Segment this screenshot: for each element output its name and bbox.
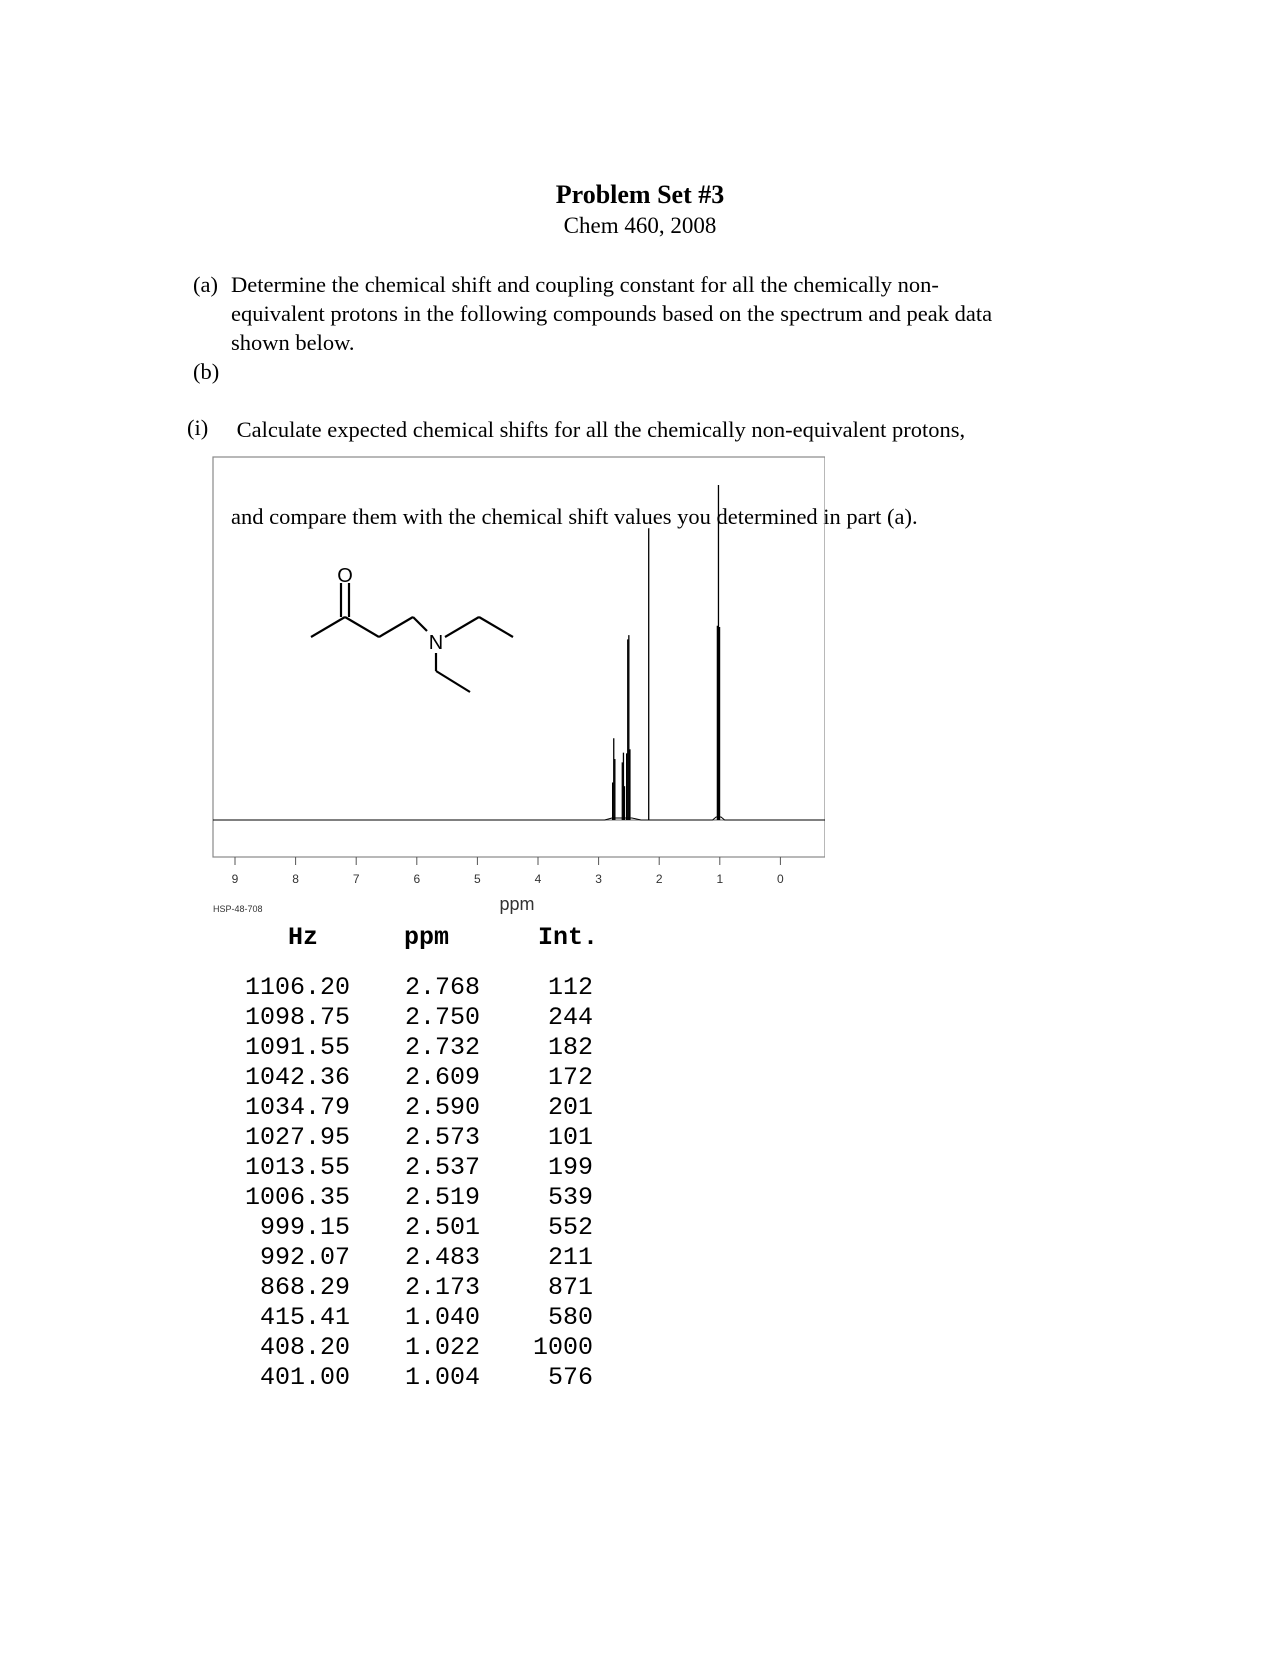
table-cell-ppm: 2.573: [404, 1123, 480, 1152]
question-a-label: (a): [193, 272, 218, 297]
table-column-ppm: [398, 973, 480, 1393]
table-cell-int: 172: [547, 1063, 593, 1092]
spectrum-trace: [213, 817, 825, 820]
table-cell-int: 211: [547, 1243, 593, 1272]
nitrogen-atom: N: [428, 632, 444, 654]
table-cell-int: 1000: [532, 1333, 593, 1362]
table-column-hz: [230, 973, 350, 1393]
table-cell-ppm: 2.609: [404, 1063, 480, 1092]
x-tick-label: 1: [716, 872, 724, 886]
table-cell-ppm: 2.590: [404, 1093, 480, 1122]
table-cell-hz: 1027.95: [244, 1123, 350, 1152]
nmr-spectrum: [205, 455, 825, 925]
question-b-line: and compare them with the chemical shift values you determined in part (a).: [231, 504, 918, 529]
table-cell-ppm: 1.004: [404, 1363, 480, 1392]
spectrum-id: HSP-48-708: [213, 904, 263, 914]
table-cell-hz: 1013.55: [244, 1153, 350, 1182]
table-cell-ppm: 1.022: [404, 1333, 480, 1362]
question-a-line: equivalent protons in the following compounds based on the spectrum and peak data: [231, 301, 993, 326]
table-cell-ppm: 2.750: [404, 1003, 480, 1032]
table-cell-hz: 1034.79: [244, 1093, 350, 1122]
question-a: [193, 270, 1193, 360]
table-cell-hz: 401.00: [259, 1363, 350, 1392]
spectrum-frame: [213, 457, 825, 857]
table-header-hz: Hz: [288, 923, 319, 952]
table-cell-hz: 415.41: [259, 1303, 350, 1332]
x-tick-label: 8: [292, 872, 299, 886]
table-cell-hz: 1006.35: [244, 1183, 350, 1212]
table-cell-hz: 868.29: [259, 1273, 350, 1302]
part-label: (i): [187, 415, 209, 440]
table-cell-ppm: 2.732: [404, 1033, 480, 1062]
x-tick-label: 5: [474, 872, 481, 886]
table-cell-ppm: 2.483: [404, 1243, 480, 1272]
page-title: Problem Set #3: [555, 180, 725, 209]
table-cell-hz: 1106.20: [244, 973, 350, 1002]
x-tick-label: 7: [352, 872, 360, 886]
table-cell-ppm: 2.537: [404, 1153, 480, 1182]
table-cell-hz: 992.07: [259, 1243, 350, 1272]
table-cell-int: 871: [547, 1273, 593, 1302]
question-b-line: Calculate expected chemical shifts for all the chemically non-equivalent protons,: [231, 417, 966, 442]
table-cell-int: 552: [547, 1213, 593, 1242]
molecule-structure: [311, 583, 513, 692]
table-header-int: Int.: [538, 923, 599, 952]
table-cell-int: 101: [547, 1123, 593, 1152]
table-cell-int: 182: [547, 1033, 593, 1062]
oxygen-atom: O: [337, 565, 353, 587]
table-cell-ppm: 2.768: [404, 973, 480, 1002]
table-cell-int: 199: [547, 1153, 593, 1182]
x-axis-label: ppm: [499, 894, 535, 914]
table-cell-ppm: 2.519: [404, 1183, 480, 1212]
x-tick-label: 6: [413, 872, 421, 886]
x-tick-label: 0: [777, 872, 784, 886]
table-cell-int: 244: [547, 1003, 593, 1032]
table-cell-hz: 999.15: [259, 1213, 350, 1242]
table-cell-int: 112: [547, 973, 593, 1002]
table-cell-ppm: 2.501: [404, 1213, 480, 1242]
x-tick-label: 9: [231, 872, 239, 886]
table-cell-hz: 1091.55: [244, 1033, 350, 1062]
x-tick-label: 2: [655, 872, 663, 886]
question-a-text: [231, 270, 992, 357]
table-cell-int: 201: [547, 1093, 593, 1122]
page-subtitle: Chem 460, 2008: [563, 213, 717, 238]
table-cell-hz: 1098.75: [244, 1003, 350, 1032]
table-cell-int: 580: [547, 1303, 593, 1332]
table-header-ppm: ppm: [404, 923, 450, 952]
table-cell-int: 539: [547, 1183, 593, 1212]
table-cell-ppm: 1.040: [404, 1303, 480, 1332]
table-cell-hz: 1042.36: [244, 1063, 350, 1092]
question-a-line: Determine the chemical shift and coupling constant for all the chemically non-: [231, 272, 939, 297]
table-column-int: [528, 973, 593, 1393]
table-cell-int: 576: [547, 1363, 593, 1392]
table-cell-hz: 408.20: [259, 1333, 350, 1362]
x-tick-label: 3: [595, 872, 602, 886]
question-b: [193, 357, 1193, 529]
question-b-label: (b): [193, 359, 220, 384]
table-cell-ppm: 2.173: [404, 1273, 480, 1302]
x-tick-label: 4: [534, 872, 542, 886]
question-a-line: shown below.: [231, 330, 355, 355]
